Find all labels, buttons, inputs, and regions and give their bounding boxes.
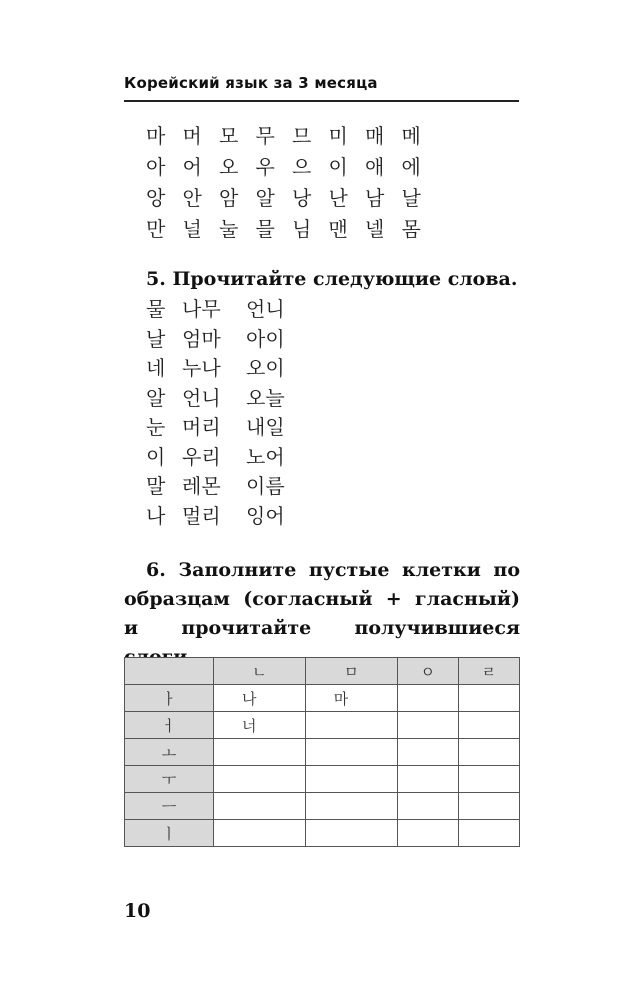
syllable: 머 xyxy=(182,124,202,148)
table-row xyxy=(125,766,520,793)
word: 나무 xyxy=(182,297,221,322)
syllable: 어 xyxy=(182,155,202,179)
word-row xyxy=(146,411,316,441)
word: 눈 xyxy=(146,415,166,440)
word: 말 xyxy=(146,474,166,499)
word: 우리 xyxy=(182,444,221,469)
word: 오늘 xyxy=(246,385,285,410)
syllable: 애 xyxy=(365,155,385,179)
exercise-6-heading xyxy=(124,556,520,672)
syllable: 몸 xyxy=(401,217,421,241)
vowel-cell: ㅣ xyxy=(125,820,214,847)
syllable: 넬 xyxy=(365,217,385,241)
word: 언니 xyxy=(246,297,285,322)
syllable: 오 xyxy=(219,155,239,179)
syllable-cell xyxy=(214,766,306,793)
syllable-row xyxy=(146,181,438,212)
syllable-cell xyxy=(397,712,458,739)
syllable: 미 xyxy=(328,124,348,148)
syllable: 이 xyxy=(328,155,348,179)
syllable-cell xyxy=(458,793,519,820)
vowel-cell: ㅗ xyxy=(125,739,214,766)
word: 머리 xyxy=(182,415,221,440)
word-row xyxy=(146,323,316,353)
syllable: 난 xyxy=(328,186,348,210)
syllable-row xyxy=(146,150,438,181)
word-row xyxy=(146,470,316,500)
word: 언니 xyxy=(182,385,221,410)
syllable-cell xyxy=(397,766,458,793)
syllable: 안 xyxy=(182,186,202,210)
syllable: 알 xyxy=(255,186,275,210)
consonant-header-cell: ㅇ xyxy=(397,658,458,685)
vowel-cell: ㅏ xyxy=(125,685,214,712)
word-row xyxy=(146,500,316,530)
running-header: Корейский язык за 3 месяца xyxy=(124,74,378,92)
table-row xyxy=(125,820,520,847)
word: 날 xyxy=(146,326,166,351)
syllable-cell xyxy=(305,793,397,820)
table-row xyxy=(125,712,520,739)
consonant-header-cell: ㅁ xyxy=(305,658,397,685)
syllable: 맨 xyxy=(328,217,348,241)
exercise-5-word-list xyxy=(146,293,316,529)
consonant-header-cell: ㄴ xyxy=(214,658,306,685)
syllable: 널 xyxy=(182,217,202,241)
syllable-cell xyxy=(397,685,458,712)
syllable-cell xyxy=(397,820,458,847)
word: 물 xyxy=(146,297,166,322)
syllable-cell xyxy=(305,766,397,793)
word-row xyxy=(146,382,316,412)
syllable: 에 xyxy=(401,155,421,179)
syllable-cell xyxy=(397,739,458,766)
exercise-5-heading: 5. Прочитайте следующие слова. xyxy=(146,268,518,290)
syllable: 암 xyxy=(219,186,239,210)
syllable-cell: 나 xyxy=(214,685,306,712)
syllable: 믈 xyxy=(255,217,275,241)
syllable-cell xyxy=(305,739,397,766)
word-row xyxy=(146,441,316,471)
syllable: 낭 xyxy=(292,186,312,210)
syllable-cell xyxy=(458,712,519,739)
word: 이름 xyxy=(246,474,285,499)
syllable: 무 xyxy=(255,124,275,148)
word: 누나 xyxy=(182,356,221,381)
table-row xyxy=(125,685,520,712)
consonant-header-cell: ㄹ xyxy=(458,658,519,685)
syllable-grid xyxy=(146,119,438,243)
syllable: 우 xyxy=(255,155,275,179)
word-row xyxy=(146,352,316,382)
exercise-6-heading-text: 6. Заполните пустые клетки по образцам (согласный + гласный) и прочитайте получившиеся xyxy=(124,559,520,639)
syllable: 메 xyxy=(401,124,421,148)
word: 나 xyxy=(146,503,166,528)
syllable-cell xyxy=(214,739,306,766)
syllable: 매 xyxy=(365,124,385,148)
word: 알 xyxy=(146,385,166,410)
word: 내일 xyxy=(246,415,285,440)
word: 오이 xyxy=(246,356,285,381)
syllable-cell xyxy=(458,739,519,766)
word: 네 xyxy=(146,356,166,381)
syllable: 님 xyxy=(292,217,312,241)
syllable: 마 xyxy=(146,124,166,148)
syllable-cell xyxy=(458,685,519,712)
syllable: 눌 xyxy=(219,217,239,241)
vowel-cell: ㅡ xyxy=(125,793,214,820)
fill-in-table xyxy=(124,657,520,847)
syllable-cell: 너 xyxy=(214,712,306,739)
syllable-cell xyxy=(458,820,519,847)
consonant-header-cell xyxy=(125,658,214,685)
word: 아이 xyxy=(246,326,285,351)
syllable: 모 xyxy=(219,124,239,148)
syllable-cell xyxy=(397,793,458,820)
word: 엄마 xyxy=(182,326,221,351)
syllable: 앙 xyxy=(146,186,166,210)
header-rule xyxy=(124,100,519,102)
syllable: 아 xyxy=(146,155,166,179)
vowel-cell: ㅜ xyxy=(125,766,214,793)
syllable-cell xyxy=(214,793,306,820)
table-header-row xyxy=(125,658,520,685)
syllable-row xyxy=(146,119,438,150)
word: 이 xyxy=(146,444,166,469)
word-row xyxy=(146,293,316,323)
word: 레몬 xyxy=(182,474,221,499)
syllable: 날 xyxy=(401,186,421,210)
syllable-row xyxy=(146,212,438,243)
syllable: 남 xyxy=(365,186,385,210)
syllable: 므 xyxy=(292,124,312,148)
word: 잉어 xyxy=(246,503,285,528)
syllable: 으 xyxy=(292,155,312,179)
word: 멀리 xyxy=(182,503,221,528)
page-number: 10 xyxy=(124,900,151,922)
syllable: 만 xyxy=(146,217,166,241)
vowel-cell: ㅓ xyxy=(125,712,214,739)
word: 노어 xyxy=(246,444,285,469)
syllable-cell xyxy=(305,712,397,739)
syllable-cell xyxy=(305,820,397,847)
table-row xyxy=(125,793,520,820)
syllable-cell xyxy=(214,820,306,847)
table-row xyxy=(125,739,520,766)
syllable-cell: 마 xyxy=(305,685,397,712)
syllable-cell xyxy=(458,766,519,793)
